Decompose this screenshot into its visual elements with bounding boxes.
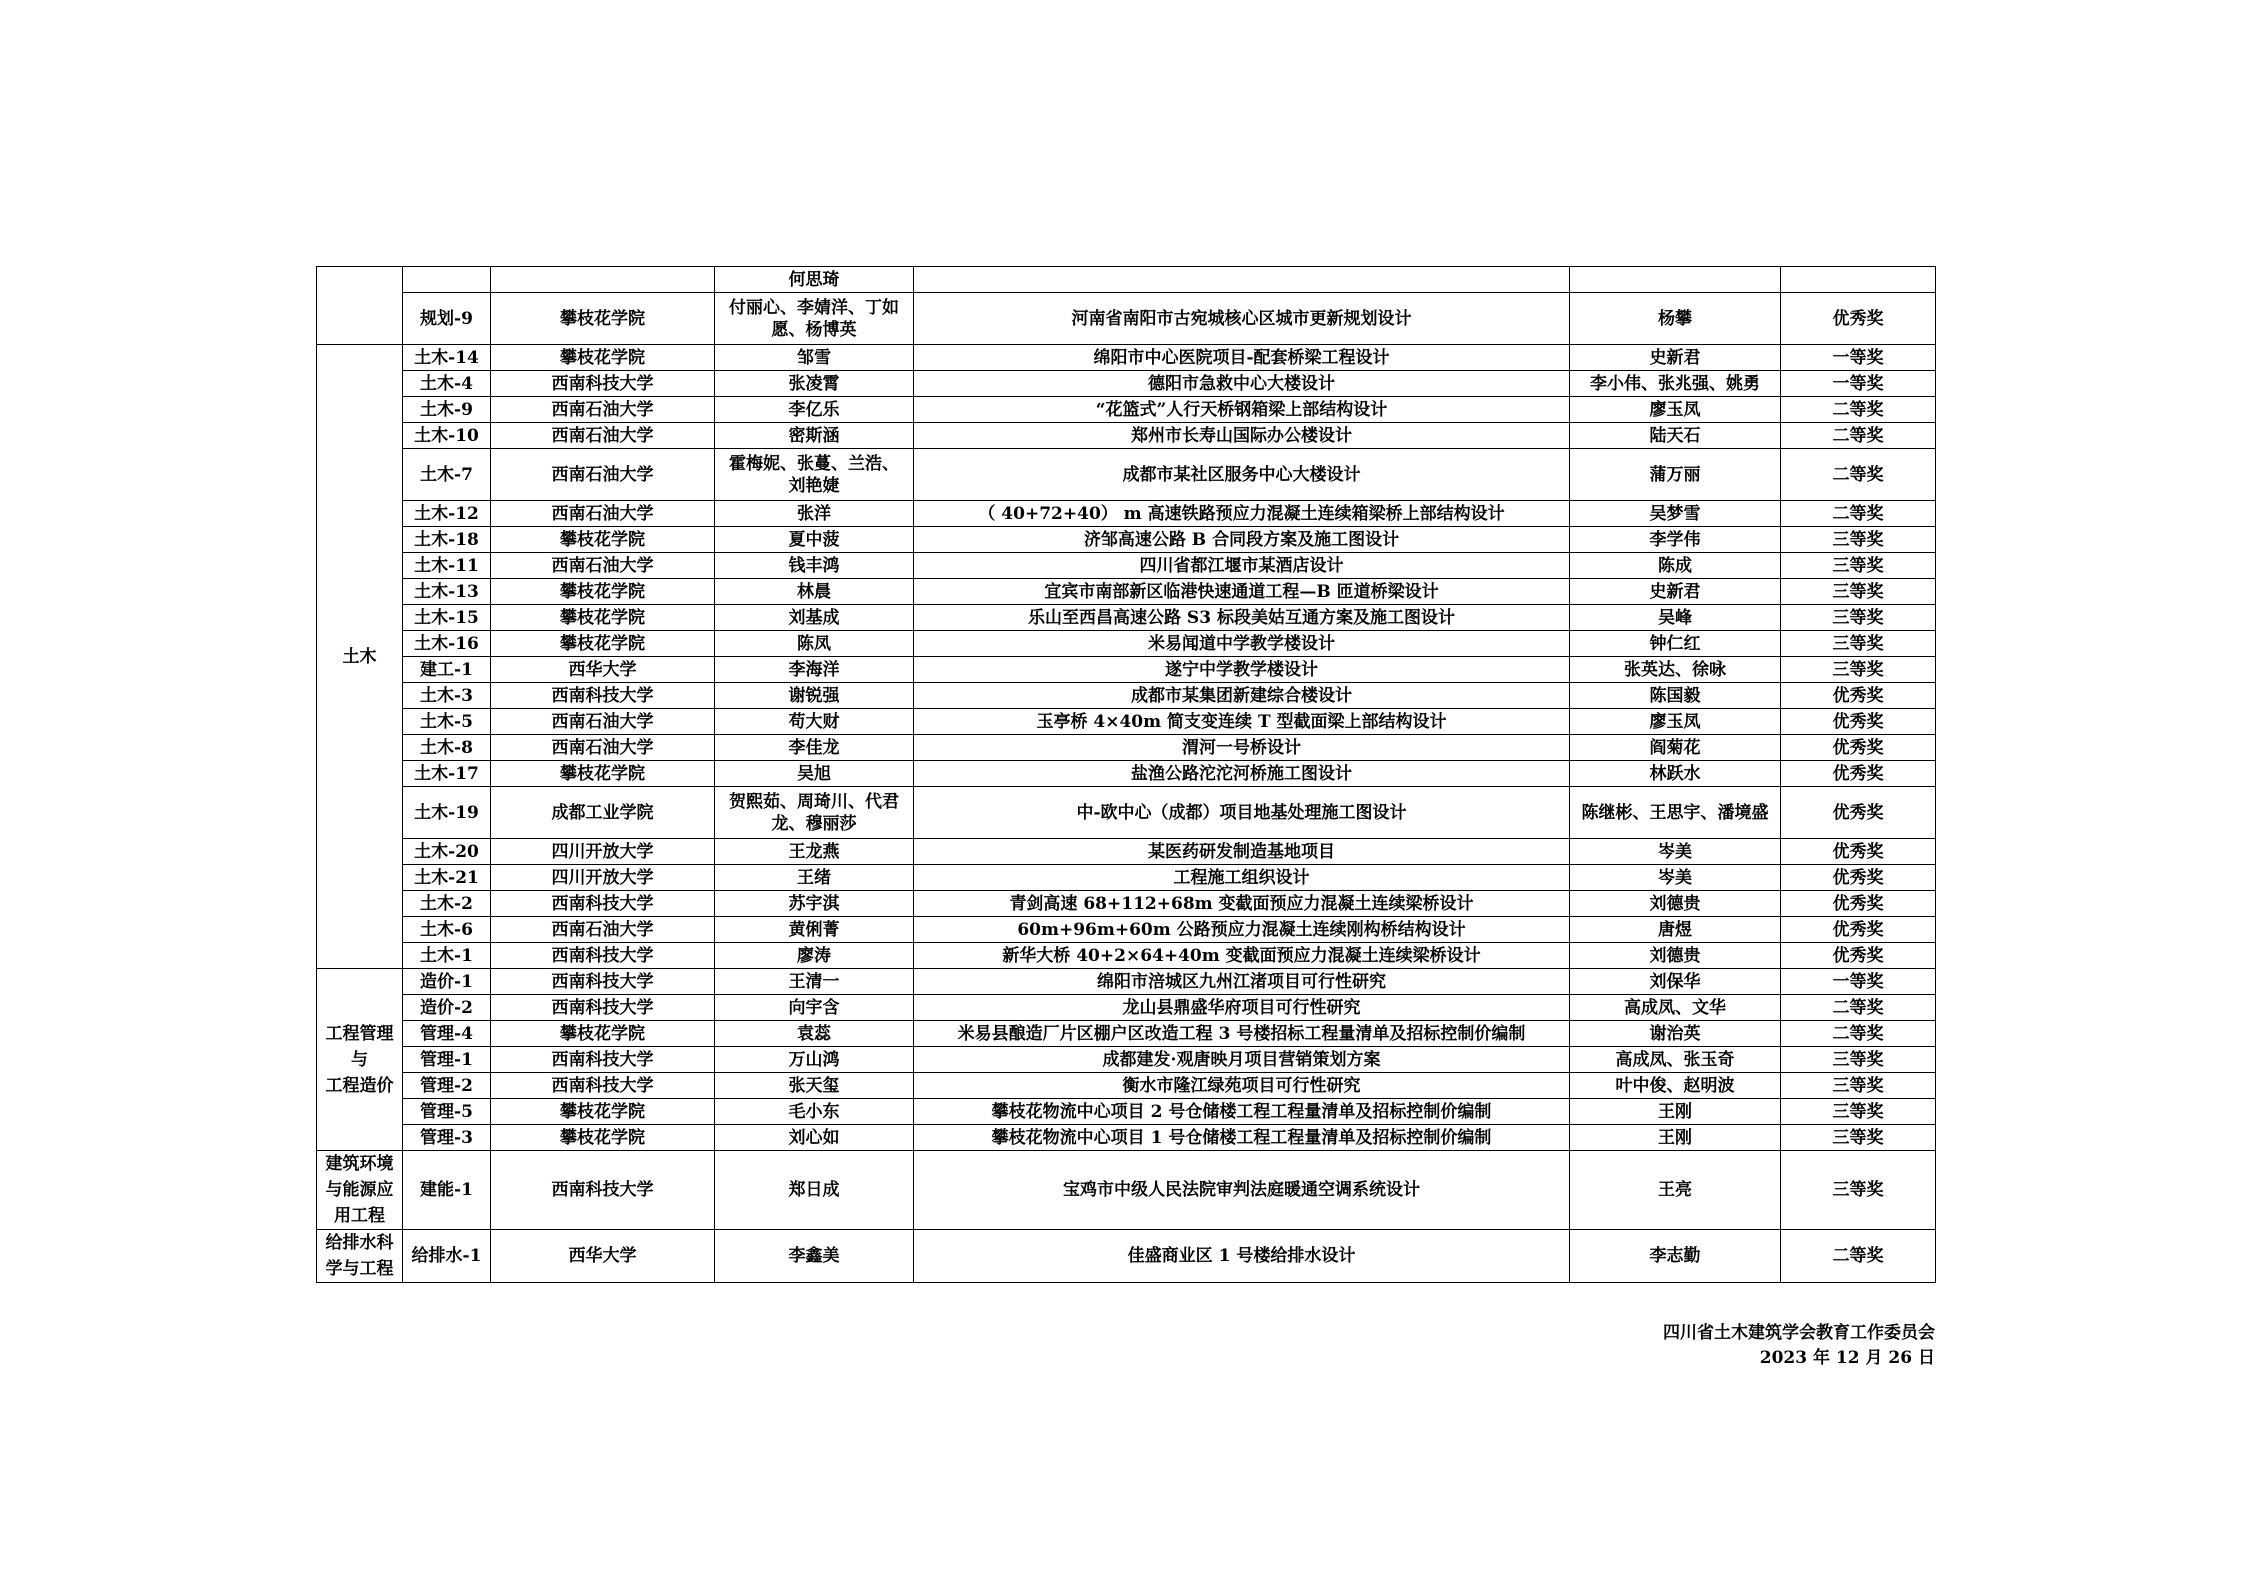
cell-members: 苏宇淇 bbox=[715, 891, 914, 917]
cell-code: 土木-12 bbox=[403, 501, 491, 527]
cell-award: 优秀奖 bbox=[1781, 761, 1936, 787]
cell-project: 工程施工组织设计 bbox=[914, 865, 1570, 891]
cell-school: 攀枝花学院 bbox=[491, 761, 715, 787]
cell-school: 攀枝花学院 bbox=[491, 1099, 715, 1125]
cell-award: 优秀奖 bbox=[1781, 839, 1936, 865]
cell-code: 建能-1 bbox=[403, 1151, 491, 1230]
table-row bbox=[317, 657, 1936, 683]
cell-members: 李亿乐 bbox=[715, 397, 914, 423]
cell-code: 管理-5 bbox=[403, 1099, 491, 1125]
cell-members: 邹雪 bbox=[715, 345, 914, 371]
cell-award: 优秀奖 bbox=[1781, 735, 1936, 761]
table-row bbox=[317, 345, 1936, 371]
cell-school: 攀枝花学院 bbox=[491, 631, 715, 657]
category-water bbox=[317, 1230, 403, 1283]
cell-advisor: 王亮 bbox=[1570, 1151, 1781, 1230]
cell-school: 西南石油大学 bbox=[491, 501, 715, 527]
cell-school: 西南石油大学 bbox=[491, 449, 715, 501]
cell-project: 米易闻道中学教学楼设计 bbox=[914, 631, 1570, 657]
cell-advisor: 廖玉凤 bbox=[1570, 709, 1781, 735]
cell-code: 土木-11 bbox=[403, 553, 491, 579]
cell-award: 三等奖 bbox=[1781, 1047, 1936, 1073]
category-energy bbox=[317, 1151, 403, 1230]
table-row bbox=[317, 917, 1936, 943]
cell-members: 李佳龙 bbox=[715, 735, 914, 761]
cell-project: 新华大桥 40+2×64+40m 变截面预应力混凝土连续梁桥设计 bbox=[914, 943, 1570, 969]
cell-members: 刘基成 bbox=[715, 605, 914, 631]
footer-date: 2023 年 12 月 26 日 bbox=[1759, 1348, 1935, 1368]
cell-award bbox=[1781, 267, 1936, 293]
table-row bbox=[317, 683, 1936, 709]
category-label-line: 学与工程 bbox=[325, 1259, 394, 1279]
cell-project: 宜宾市南部新区临港快速通道工程—B 匝道桥梁设计 bbox=[914, 579, 1570, 605]
cell-code: 造价-1 bbox=[403, 969, 491, 995]
cell-project: 宝鸡市中级人民法院审判法庭暖通空调系统设计 bbox=[914, 1151, 1570, 1230]
cell-school: 西华大学 bbox=[491, 1230, 715, 1283]
cell-school: 西南石油大学 bbox=[491, 709, 715, 735]
cell-advisor: 陈继彬、王思宇、潘境盛 bbox=[1570, 787, 1781, 839]
cell-code: 给排水-1 bbox=[403, 1230, 491, 1283]
cell-members: 何思琦 bbox=[715, 267, 914, 293]
cell-award: 二等奖 bbox=[1781, 995, 1936, 1021]
cell-school: 攀枝花学院 bbox=[491, 605, 715, 631]
cell-award: 一等奖 bbox=[1781, 969, 1936, 995]
cell-code: 土木-13 bbox=[403, 579, 491, 605]
cell-award: 优秀奖 bbox=[1781, 891, 1936, 917]
cell-members: 王清一 bbox=[715, 969, 914, 995]
cell-members: 袁蕊 bbox=[715, 1021, 914, 1047]
cell-award: 三等奖 bbox=[1781, 527, 1936, 553]
cell-members: 李鑫美 bbox=[715, 1230, 914, 1283]
cell-code: 土木-19 bbox=[403, 787, 491, 839]
cell-school: 西南科技大学 bbox=[491, 1073, 715, 1099]
table-row bbox=[317, 969, 1936, 995]
footer-organization: 四川省土木建筑学会教育工作委员会 bbox=[1663, 1323, 1935, 1343]
cell-award: 优秀奖 bbox=[1781, 787, 1936, 839]
cell-project: 佳盛商业区 1 号楼给排水设计 bbox=[914, 1230, 1570, 1283]
category-planning bbox=[317, 267, 403, 345]
cell-project: 青剑高速 68+112+68m 变截面预应力混凝土连续梁桥设计 bbox=[914, 891, 1570, 917]
table-row bbox=[317, 891, 1936, 917]
cell-members: 夏中菠 bbox=[715, 527, 914, 553]
cell-project: 玉亭桥 4×40m 简支变连续 T 型截面梁上部结构设计 bbox=[914, 709, 1570, 735]
cell-school: 西南科技大学 bbox=[491, 1151, 715, 1230]
category-label-line: 工程造价 bbox=[325, 1075, 394, 1096]
cell-code: 土木-4 bbox=[403, 371, 491, 397]
cell-code: 土木-5 bbox=[403, 709, 491, 735]
cell-members: 吴旭 bbox=[715, 761, 914, 787]
cell-school: 西南科技大学 bbox=[491, 891, 715, 917]
cell-project: 乐山至西昌高速公路 S3 标段美姑互通方案及施工图设计 bbox=[914, 605, 1570, 631]
table-body bbox=[317, 267, 1936, 1283]
cell-award: 二等奖 bbox=[1781, 501, 1936, 527]
table-row bbox=[317, 371, 1936, 397]
cell-members: 毛小东 bbox=[715, 1099, 914, 1125]
cell-members: 李海洋 bbox=[715, 657, 914, 683]
cell-school: 西南科技大学 bbox=[491, 1047, 715, 1073]
cell-school: 西南科技大学 bbox=[491, 943, 715, 969]
table-row bbox=[317, 501, 1936, 527]
cell-code: 土木-10 bbox=[403, 423, 491, 449]
cell-award: 优秀奖 bbox=[1781, 683, 1936, 709]
cell-code: 土木-18 bbox=[403, 527, 491, 553]
category-label-line: 与 bbox=[351, 1049, 368, 1070]
cell-advisor: 林跃水 bbox=[1570, 761, 1781, 787]
cell-project: 河南省南阳市古宛城核心区城市更新规划设计 bbox=[914, 293, 1570, 345]
cell-award: 优秀奖 bbox=[1781, 917, 1936, 943]
cell-advisor: 刘德贵 bbox=[1570, 943, 1781, 969]
cell-school: 西南石油大学 bbox=[491, 397, 715, 423]
cell-code: 建工-1 bbox=[403, 657, 491, 683]
cell-members: 张凌霄 bbox=[715, 371, 914, 397]
cell-code: 造价-2 bbox=[403, 995, 491, 1021]
cell-school bbox=[491, 267, 715, 293]
cell-project: 德阳市急救中心大楼设计 bbox=[914, 371, 1570, 397]
cell-advisor: 刘保华 bbox=[1570, 969, 1781, 995]
table-row bbox=[317, 1099, 1936, 1125]
cell-members: 廖涛 bbox=[715, 943, 914, 969]
table-row bbox=[317, 1073, 1936, 1099]
table-row bbox=[317, 527, 1936, 553]
cell-members: 付丽心、李婧洋、丁如愿、杨博英 bbox=[715, 293, 914, 345]
cell-code: 管理-1 bbox=[403, 1047, 491, 1073]
cell-award: 二等奖 bbox=[1781, 1230, 1936, 1283]
cell-code: 土木-14 bbox=[403, 345, 491, 371]
table-row bbox=[317, 943, 1936, 969]
table-row bbox=[317, 995, 1936, 1021]
cell-project: 60m+96m+60m 公路预应力混凝土连续刚构桥结构设计 bbox=[914, 917, 1570, 943]
cell-project: “花篮式”人行天桥钢箱梁上部结构设计 bbox=[914, 397, 1570, 423]
cell-school: 西南石油大学 bbox=[491, 553, 715, 579]
cell-advisor: 陈成 bbox=[1570, 553, 1781, 579]
cell-award: 优秀奖 bbox=[1781, 943, 1936, 969]
cell-members: 钱丰鸿 bbox=[715, 553, 914, 579]
cell-members: 向宇含 bbox=[715, 995, 914, 1021]
cell-advisor: 李小伟、张兆强、姚勇 bbox=[1570, 371, 1781, 397]
cell-code bbox=[403, 267, 491, 293]
table-row bbox=[317, 709, 1936, 735]
cell-members: 谢锐强 bbox=[715, 683, 914, 709]
cell-award: 二等奖 bbox=[1781, 423, 1936, 449]
awards-table bbox=[316, 266, 1936, 1283]
table-row bbox=[317, 397, 1936, 423]
cell-school: 西南石油大学 bbox=[491, 917, 715, 943]
cell-advisor: 陆天石 bbox=[1570, 423, 1781, 449]
cell-project: 衡水市隆江绿苑项目可行性研究 bbox=[914, 1073, 1570, 1099]
cell-advisor: 史新君 bbox=[1570, 345, 1781, 371]
cell-school: 西南科技大学 bbox=[491, 683, 715, 709]
cell-advisor: 阎菊花 bbox=[1570, 735, 1781, 761]
cell-project: 盐渔公路沱沱河桥施工图设计 bbox=[914, 761, 1570, 787]
cell-advisor: 岑美 bbox=[1570, 839, 1781, 865]
cell-award: 一等奖 bbox=[1781, 371, 1936, 397]
cell-award: 三等奖 bbox=[1781, 605, 1936, 631]
cell-advisor: 吴峰 bbox=[1570, 605, 1781, 631]
cell-advisor: 李志勤 bbox=[1570, 1230, 1781, 1283]
table-row bbox=[317, 579, 1936, 605]
cell-project: 某医药研发制造基地项目 bbox=[914, 839, 1570, 865]
cell-award: 三等奖 bbox=[1781, 1099, 1936, 1125]
cell-school: 四川开放大学 bbox=[491, 839, 715, 865]
cell-advisor: 张英达、徐咏 bbox=[1570, 657, 1781, 683]
cell-project: 攀枝花物流中心项目 2 号仓储楼工程工程量清单及招标控制价编制 bbox=[914, 1099, 1570, 1125]
cell-award: 二等奖 bbox=[1781, 1021, 1936, 1047]
cell-project: 渭河一号桥设计 bbox=[914, 735, 1570, 761]
cell-members: 黄俐菁 bbox=[715, 917, 914, 943]
cell-code: 土木-16 bbox=[403, 631, 491, 657]
cell-code: 土木-17 bbox=[403, 761, 491, 787]
table-row bbox=[317, 293, 1936, 345]
cell-project: 四川省都江堰市某酒店设计 bbox=[914, 553, 1570, 579]
table-row bbox=[317, 423, 1936, 449]
cell-members: 张洋 bbox=[715, 501, 914, 527]
cell-advisor: 王刚 bbox=[1570, 1099, 1781, 1125]
table-row bbox=[317, 267, 1936, 293]
table-row bbox=[317, 1151, 1936, 1230]
cell-advisor: 岑美 bbox=[1570, 865, 1781, 891]
cell-award: 三等奖 bbox=[1781, 657, 1936, 683]
table-row bbox=[317, 449, 1936, 501]
table-row bbox=[317, 631, 1936, 657]
cell-code: 土木-21 bbox=[403, 865, 491, 891]
cell-code: 规划-9 bbox=[403, 293, 491, 345]
cell-members: 万山鸿 bbox=[715, 1047, 914, 1073]
cell-members: 霍梅妮、张蔓、兰浩、刘艳婕 bbox=[715, 449, 914, 501]
cell-award: 二等奖 bbox=[1781, 397, 1936, 423]
cell-code: 管理-3 bbox=[403, 1125, 491, 1151]
cell-school: 攀枝花学院 bbox=[491, 1125, 715, 1151]
cell-advisor: 叶中俊、赵明波 bbox=[1570, 1073, 1781, 1099]
cell-project: 绵阳市涪城区九州江渚项目可行性研究 bbox=[914, 969, 1570, 995]
cell-school: 攀枝花学院 bbox=[491, 1021, 715, 1047]
cell-project: 成都市某社区服务中心大楼设计 bbox=[914, 449, 1570, 501]
cell-award: 优秀奖 bbox=[1781, 293, 1936, 345]
cell-advisor: 唐煜 bbox=[1570, 917, 1781, 943]
cell-advisor: 高成凤、文华 bbox=[1570, 995, 1781, 1021]
cell-code: 管理-4 bbox=[403, 1021, 491, 1047]
cell-project: 绵阳市中心医院项目-配套桥梁工程设计 bbox=[914, 345, 1570, 371]
table-row bbox=[317, 787, 1936, 839]
cell-school: 攀枝花学院 bbox=[491, 579, 715, 605]
category-label-line: 给排水科 bbox=[325, 1233, 394, 1253]
cell-award: 三等奖 bbox=[1781, 1125, 1936, 1151]
cell-school: 攀枝花学院 bbox=[491, 293, 715, 345]
cell-members: 苟大财 bbox=[715, 709, 914, 735]
cell-project: 龙山县鼎盛华府项目可行性研究 bbox=[914, 995, 1570, 1021]
cell-code: 土木-9 bbox=[403, 397, 491, 423]
cell-advisor: 史新君 bbox=[1570, 579, 1781, 605]
cell-project: 遂宁中学教学楼设计 bbox=[914, 657, 1570, 683]
cell-award: 三等奖 bbox=[1781, 1073, 1936, 1099]
cell-advisor: 刘德贵 bbox=[1570, 891, 1781, 917]
cell-project: 郑州市长寿山国际办公楼设计 bbox=[914, 423, 1570, 449]
cell-award: 三等奖 bbox=[1781, 631, 1936, 657]
category-management bbox=[317, 969, 403, 1151]
cell-project: 济邹高速公路 B 合同段方案及施工图设计 bbox=[914, 527, 1570, 553]
cell-advisor bbox=[1570, 267, 1781, 293]
cell-school: 西南科技大学 bbox=[491, 371, 715, 397]
table-row bbox=[317, 1021, 1936, 1047]
cell-advisor: 王刚 bbox=[1570, 1125, 1781, 1151]
cell-school: 四川开放大学 bbox=[491, 865, 715, 891]
cell-members: 王龙燕 bbox=[715, 839, 914, 865]
table-row bbox=[317, 1125, 1936, 1151]
cell-members: 贺熙茹、周琦川、代君龙、穆丽莎 bbox=[715, 787, 914, 839]
table-row bbox=[317, 735, 1936, 761]
cell-code: 土木-3 bbox=[403, 683, 491, 709]
cell-project: 中-欧中心（成都）项目地基处理施工图设计 bbox=[914, 787, 1570, 839]
cell-award: 优秀奖 bbox=[1781, 709, 1936, 735]
cell-code: 土木-7 bbox=[403, 449, 491, 501]
cell-code: 管理-2 bbox=[403, 1073, 491, 1099]
table-row bbox=[317, 839, 1936, 865]
cell-project: 攀枝花物流中心项目 1 号仓储楼工程工程量清单及招标控制价编制 bbox=[914, 1125, 1570, 1151]
cell-advisor: 廖玉凤 bbox=[1570, 397, 1781, 423]
cell-advisor: 蒲万丽 bbox=[1570, 449, 1781, 501]
table-row bbox=[317, 865, 1936, 891]
cell-school: 攀枝花学院 bbox=[491, 345, 715, 371]
cell-members: 陈凤 bbox=[715, 631, 914, 657]
cell-school: 西南科技大学 bbox=[491, 969, 715, 995]
cell-school: 西南科技大学 bbox=[491, 995, 715, 1021]
cell-school: 西华大学 bbox=[491, 657, 715, 683]
category-label-line: 与能源应 bbox=[325, 1180, 394, 1200]
table-row bbox=[317, 1047, 1936, 1073]
cell-members: 密斯涵 bbox=[715, 423, 914, 449]
category-label-line: 土木 bbox=[342, 646, 377, 667]
cell-advisor: 吴梦雪 bbox=[1570, 501, 1781, 527]
cell-code: 土木-8 bbox=[403, 735, 491, 761]
cell-award: 优秀奖 bbox=[1781, 865, 1936, 891]
cell-code: 土木-6 bbox=[403, 917, 491, 943]
cell-school: 攀枝花学院 bbox=[491, 527, 715, 553]
cell-project: 成都市某集团新建综合楼设计 bbox=[914, 683, 1570, 709]
category-label-line: 用工程 bbox=[334, 1206, 385, 1226]
cell-code: 土木-15 bbox=[403, 605, 491, 631]
cell-code: 土木-20 bbox=[403, 839, 491, 865]
cell-project: 米易县酿造厂片区棚户区改造工程 3 号楼招标工程量清单及招标控制价编制 bbox=[914, 1021, 1570, 1047]
cell-advisor: 钟仁红 bbox=[1570, 631, 1781, 657]
cell-members: 林晨 bbox=[715, 579, 914, 605]
cell-members: 王绪 bbox=[715, 865, 914, 891]
category-label-line: 建筑环境 bbox=[325, 1154, 394, 1174]
cell-advisor: 谢治英 bbox=[1570, 1021, 1781, 1047]
cell-school: 西南石油大学 bbox=[491, 735, 715, 761]
cell-school: 成都工业学院 bbox=[491, 787, 715, 839]
cell-code: 土木-1 bbox=[403, 943, 491, 969]
table-row bbox=[317, 1230, 1936, 1283]
table-row bbox=[317, 605, 1936, 631]
cell-members: 郑日成 bbox=[715, 1151, 914, 1230]
cell-award: 三等奖 bbox=[1781, 579, 1936, 605]
cell-members: 刘心如 bbox=[715, 1125, 914, 1151]
table-row bbox=[317, 553, 1936, 579]
cell-code: 土木-2 bbox=[403, 891, 491, 917]
cell-advisor: 杨攀 bbox=[1570, 293, 1781, 345]
cell-school: 西南石油大学 bbox=[491, 423, 715, 449]
category-civil bbox=[317, 345, 403, 969]
cell-project: 成都建发·观唐映月项目营销策划方案 bbox=[914, 1047, 1570, 1073]
category-label-line: 工程管理 bbox=[325, 1023, 394, 1044]
table-row bbox=[317, 761, 1936, 787]
cell-award: 三等奖 bbox=[1781, 553, 1936, 579]
cell-award: 一等奖 bbox=[1781, 345, 1936, 371]
cell-advisor: 高成凤、张玉奇 bbox=[1570, 1047, 1781, 1073]
cell-award: 三等奖 bbox=[1781, 1151, 1936, 1230]
cell-project bbox=[914, 267, 1570, 293]
cell-award: 二等奖 bbox=[1781, 449, 1936, 501]
cell-advisor: 陈国毅 bbox=[1570, 683, 1781, 709]
cell-project: （ 40+72+40） m 高速铁路预应力混凝土连续箱梁桥上部结构设计 bbox=[914, 501, 1570, 527]
cell-members: 张天玺 bbox=[715, 1073, 914, 1099]
cell-advisor: 李学伟 bbox=[1570, 527, 1781, 553]
